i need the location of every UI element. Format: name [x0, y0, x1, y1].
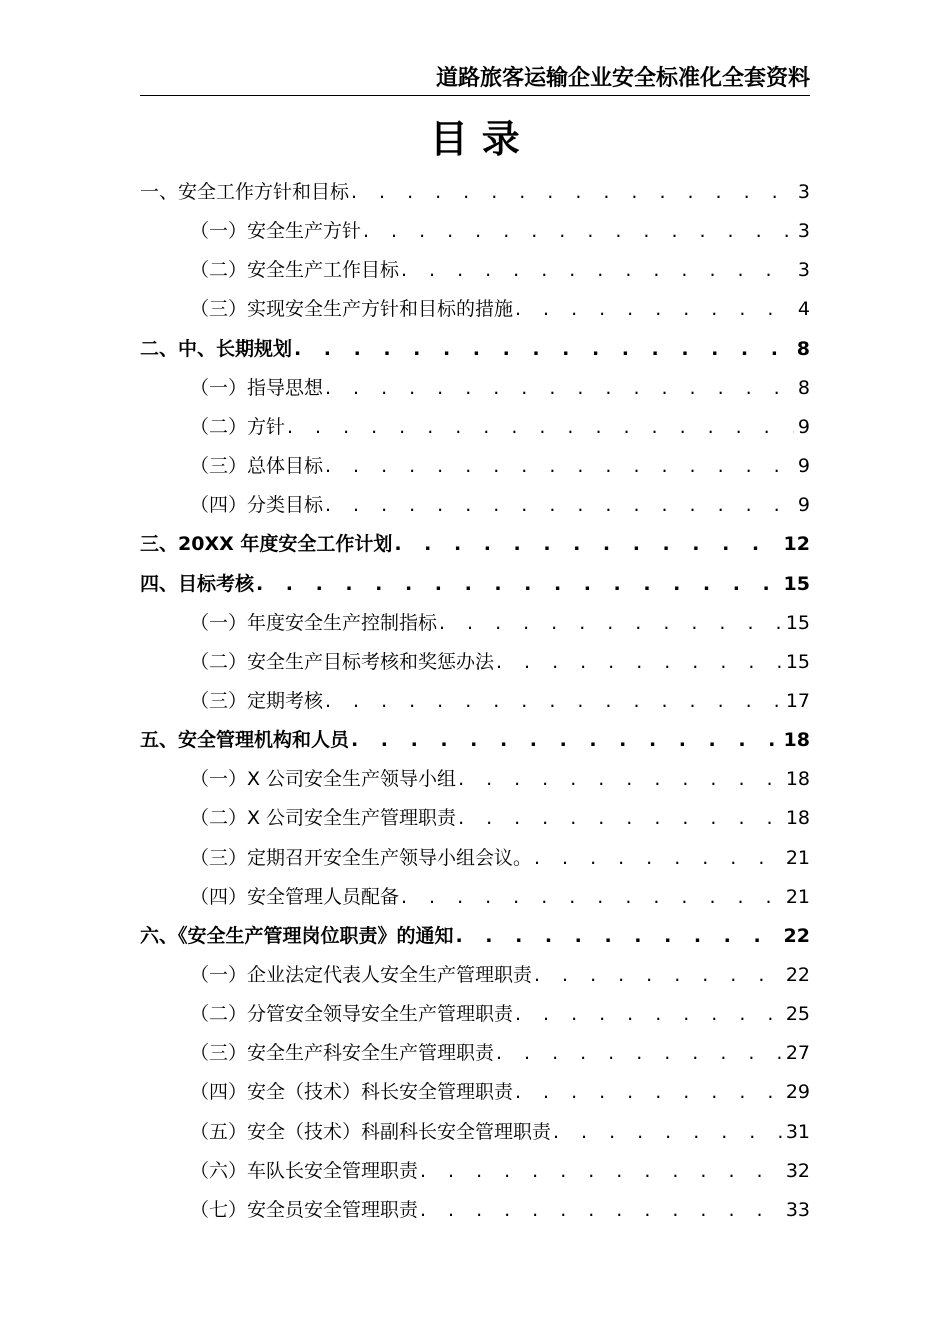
toc-entry-title: （一）年度安全生产控制指标 [190, 611, 438, 634]
toc-entry-page-number: 17 [785, 689, 810, 712]
toc-entry-title: （五）安全（技术）科副科长安全管理职责 [190, 1120, 552, 1143]
header-rule [140, 95, 810, 96]
toc-entry-title: 一、安全工作方针和目标 [140, 181, 350, 203]
toc-entry-page-number: 32 [785, 1159, 810, 1182]
toc-entry-page-number: 8 [797, 376, 810, 399]
toc-entry-title: （二）分管安全领导安全生产管理职责 [190, 1003, 514, 1026]
toc-entry[interactable] [190, 285, 810, 324]
toc-entry-title: （一）X 公司安全生产领导小组 [190, 768, 457, 791]
toc-entry-title: （二）安全生产工作目标 [190, 259, 400, 282]
toc-dot-leader [418, 1195, 782, 1225]
toc-entry-title: 四、目标考核 [140, 572, 255, 595]
toc-dot-leader [418, 1156, 782, 1186]
toc-dot-leader [323, 373, 794, 403]
toc-dot-leader [349, 177, 794, 207]
toc-dot-leader [513, 1077, 782, 1107]
toc-dot-leader [513, 999, 782, 1029]
toc-entry[interactable] [190, 951, 810, 990]
toc-dot-leader [323, 490, 794, 520]
toc-dot-leader [494, 1038, 782, 1068]
toc-entry-title: （三）定期考核 [190, 689, 324, 712]
toc-entry-page-number: 3 [797, 259, 810, 282]
toc-dot-leader [494, 647, 782, 677]
toc-entry-title: 五、安全管理机构和人员 [140, 729, 350, 752]
toc-entry-page-number: 21 [785, 846, 810, 869]
toc-entry[interactable] [190, 599, 810, 638]
toc-entry-page-number: 12 [783, 533, 810, 556]
toc-entry[interactable] [140, 560, 810, 599]
toc-dot-leader [399, 882, 782, 912]
toc-entry[interactable] [190, 481, 810, 520]
toc-entry[interactable] [140, 716, 810, 755]
toc-dot-leader [292, 334, 793, 364]
toc-entry-title: 三、20XX 年度安全工作计划 [140, 533, 393, 556]
toc-entry[interactable] [190, 1186, 810, 1225]
toc-entry-title: 二、中、长期规划 [140, 337, 293, 360]
toc-entry-page-number: 15 [785, 611, 810, 634]
toc-entry[interactable] [190, 207, 810, 246]
toc-entry-page-number: 21 [785, 885, 810, 908]
toc-entry-page-number: 8 [796, 337, 810, 360]
toc-entry[interactable] [190, 403, 810, 442]
toc-entry-title: （一）企业法定代表人安全生产管理职责 [190, 964, 533, 986]
toc-entry-page-number: 33 [785, 1198, 810, 1221]
toc-dot-leader [456, 764, 782, 794]
toc-entry[interactable] [190, 442, 810, 481]
toc-entry[interactable] [190, 990, 810, 1029]
toc-entry-page-number: 15 [783, 572, 810, 595]
toc-entry-title: 六、《安全生产管理岗位职责》的通知 [140, 924, 454, 947]
toc-entry-title: （一）安全生产方针 [190, 220, 362, 243]
toc-entry-page-number: 22 [783, 924, 810, 947]
toc-dot-leader [551, 1117, 782, 1147]
toc-dot-leader [513, 294, 794, 324]
toc-entry-title: （三）定期召开安全生产领导小组会议。 [190, 846, 533, 869]
running-header: 道路旅客运输企业安全标准化全套资料 [435, 66, 810, 91]
toc-entry[interactable] [140, 912, 810, 951]
toc-entry-page-number: 3 [797, 181, 810, 203]
toc-dot-leader [349, 725, 780, 755]
toc-entry-page-number: 22 [785, 964, 810, 986]
toc-entry[interactable] [190, 834, 810, 873]
toc-entry[interactable] [140, 520, 810, 559]
toc-entry-title: （三）总体目标 [190, 455, 324, 478]
toc-entry[interactable] [190, 873, 810, 912]
toc-dot-leader [285, 412, 794, 442]
toc-entry-title: （四）安全（技术）科长安全管理职责 [190, 1081, 514, 1104]
toc-entry-page-number: 9 [797, 415, 810, 438]
toc-entry-page-number: 29 [785, 1081, 810, 1104]
toc-dot-leader [323, 451, 794, 481]
toc-entry-title: （三）安全生产科安全生产管理职责 [190, 1042, 495, 1065]
toc-entry-page-number: 9 [797, 455, 810, 478]
toc-entry-title: （三）实现安全生产方针和目标的措施 [190, 298, 514, 321]
toc-entry-title: （二）方针 [190, 415, 286, 438]
toc-entry-page-number: 27 [785, 1042, 810, 1065]
toc-entry-title: （四）安全管理人员配备 [190, 885, 400, 908]
toc-dot-leader [456, 803, 782, 833]
toc-dot-leader [399, 255, 794, 285]
toc-entry-page-number: 18 [785, 807, 810, 830]
toc-entry-title: （二）安全生产目标考核和奖惩办法 [190, 650, 495, 673]
toc-entry[interactable] [190, 364, 810, 403]
toc-dot-leader [254, 569, 780, 599]
toc-entry-title: （七）安全员安全管理职责 [190, 1198, 419, 1221]
toc-entry[interactable] [190, 246, 810, 285]
toc-entry[interactable] [190, 1068, 810, 1107]
toc-entry[interactable] [190, 1108, 810, 1147]
toc-dot-leader [392, 529, 779, 559]
toc-entry-page-number: 25 [785, 1003, 810, 1026]
toc-entry-title: （六）车队长安全管理职责 [190, 1159, 419, 1182]
toc-dot-leader [323, 686, 782, 716]
toc-entry-title: （四）分类目标 [190, 494, 324, 517]
toc-entry-page-number: 4 [797, 298, 810, 321]
toc-entry[interactable] [140, 168, 810, 207]
toc-title: 目 录 [429, 117, 521, 161]
toc-entry-page-number: 3 [797, 220, 810, 243]
toc-entry-page-number: 18 [785, 768, 810, 791]
toc-entry[interactable] [190, 1029, 810, 1068]
toc-dot-leader [532, 960, 782, 990]
toc-dot-leader [361, 216, 794, 246]
toc-entry-page-number: 18 [783, 729, 810, 752]
toc-entry[interactable] [190, 794, 810, 833]
toc-dot-leader [454, 921, 780, 951]
toc-entry-title: （一）指导思想 [190, 376, 324, 399]
toc-dot-leader [532, 843, 782, 873]
toc-entry[interactable] [140, 325, 810, 364]
toc-entry[interactable] [190, 755, 810, 794]
toc-entry-page-number: 9 [797, 494, 810, 517]
toc-entry-title: （二）X 公司安全生产管理职责 [190, 807, 457, 830]
toc-entry[interactable] [190, 677, 810, 716]
toc-entry-page-number: 31 [785, 1120, 810, 1143]
toc-dot-leader [437, 608, 782, 638]
toc-entry[interactable] [190, 1147, 810, 1186]
toc-entry[interactable] [190, 638, 810, 677]
toc-entry-page-number: 15 [785, 650, 810, 673]
